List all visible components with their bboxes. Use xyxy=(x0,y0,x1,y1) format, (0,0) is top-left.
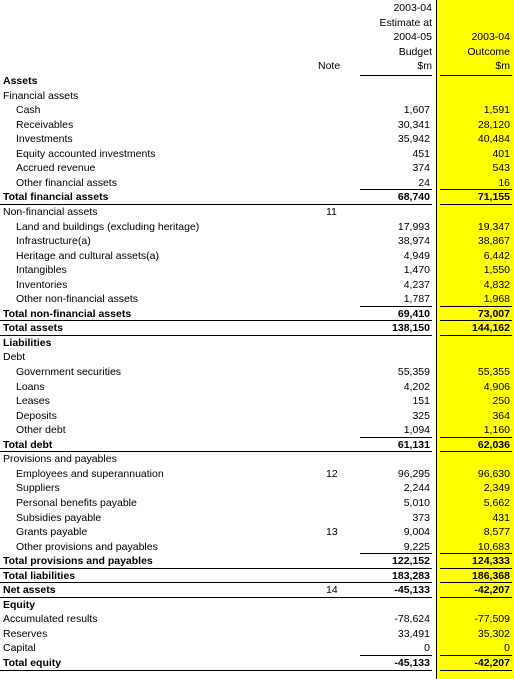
row-label: Total provisions and payables xyxy=(3,555,153,568)
outcome-value: 28,120 xyxy=(477,118,510,131)
row-label: Other financial assets xyxy=(16,176,117,189)
row-label: Land and buildings (excluding heritage) xyxy=(16,220,200,233)
outcome-value: 40,484 xyxy=(477,133,510,146)
outcome-value: -77,509 xyxy=(474,613,510,626)
outcome-value: 144,162 xyxy=(472,322,510,335)
row-label: Suppliers xyxy=(16,482,60,495)
row-label: Assets xyxy=(3,75,38,87)
budget-value: 35,942 xyxy=(397,133,430,146)
row-label: Intangibles xyxy=(16,264,67,277)
row-label: Subsidies payable xyxy=(16,511,102,524)
outcome-value: 0 xyxy=(504,642,510,655)
table-row xyxy=(0,511,514,526)
budget-value: 17,993 xyxy=(397,220,430,233)
outcome-value: 364 xyxy=(492,409,510,422)
budget-value: 33,491 xyxy=(397,627,430,640)
table-row xyxy=(0,423,514,438)
outcome-header-line: 2003-04 xyxy=(471,31,510,43)
row-label: Accumulated results xyxy=(3,613,98,626)
outcome-value: 62,036 xyxy=(477,438,510,451)
budget-value: -78,624 xyxy=(394,613,430,626)
table-row xyxy=(0,350,514,365)
budget-header-line: Budget xyxy=(398,45,432,58)
outcome-value: 2,349 xyxy=(483,482,510,495)
budget-value: 451 xyxy=(412,147,430,160)
table-row xyxy=(0,496,514,511)
budget-header-line: $m xyxy=(417,60,432,72)
table-row xyxy=(0,307,514,322)
outcome-value: 1,550 xyxy=(483,264,510,277)
table-row xyxy=(0,569,514,584)
budget-value: 69,410 xyxy=(397,307,430,320)
outcome-value: -42,207 xyxy=(474,657,510,669)
row-label: Other debt xyxy=(16,424,66,437)
row-note: 11 xyxy=(326,205,337,218)
table-row xyxy=(0,583,514,598)
row-label: Provisions and payables xyxy=(3,453,117,466)
table-row xyxy=(0,656,514,671)
budget-value: 61,131 xyxy=(397,438,430,451)
row-label: Non-financial assets xyxy=(3,205,98,218)
value-rule xyxy=(360,670,432,671)
row-label: Deposits xyxy=(16,409,57,422)
table-row xyxy=(0,627,514,642)
budget-value: 374 xyxy=(412,162,430,175)
row-note: 13 xyxy=(326,526,338,539)
row-label: Personal benefits payable xyxy=(16,496,137,509)
table-row xyxy=(0,292,514,307)
budget-value: 4,202 xyxy=(403,380,430,393)
row-label: Loans xyxy=(16,380,45,393)
budget-value: 325 xyxy=(412,409,430,422)
row-label: Equity accounted investments xyxy=(16,147,156,160)
table-row xyxy=(0,336,514,351)
outcome-value: 4,906 xyxy=(483,380,510,393)
budget-value: 183,283 xyxy=(392,569,430,582)
row-label: Total debt xyxy=(3,438,53,451)
note-header: Note xyxy=(318,60,341,72)
outcome-value: 1,160 xyxy=(483,424,510,437)
budget-value: 4,237 xyxy=(403,278,430,291)
row-label: Accrued revenue xyxy=(16,162,96,175)
outcome-value: 96,630 xyxy=(477,467,510,480)
budget-value: 9,225 xyxy=(403,540,430,553)
table-row xyxy=(0,103,514,118)
budget-value: -45,133 xyxy=(394,584,430,597)
row-label: Total non-financial assets xyxy=(3,307,132,320)
budget-value: 373 xyxy=(412,511,430,524)
table-row xyxy=(0,118,514,133)
table-row xyxy=(0,161,514,176)
total-rule xyxy=(0,670,360,671)
budget-value: 30,341 xyxy=(397,118,430,131)
outcome-value: 4,832 xyxy=(483,278,510,291)
budget-value: 1,787 xyxy=(403,293,430,306)
table-row xyxy=(0,365,514,380)
table-row xyxy=(0,190,514,205)
table-row xyxy=(0,467,514,482)
outcome-value: 35,302 xyxy=(477,627,510,640)
row-label: Financial assets xyxy=(3,89,79,102)
table-row xyxy=(0,176,514,191)
budget-value: 122,152 xyxy=(392,555,430,568)
outcome-value: 16 xyxy=(498,176,510,189)
table-row xyxy=(0,220,514,235)
table-row xyxy=(0,147,514,162)
row-label: Employees and superannuation xyxy=(16,467,164,480)
row-label: Investments xyxy=(16,133,73,146)
row-label: Heritage and cultural assets(a) xyxy=(16,249,159,262)
outcome-value: -42,207 xyxy=(474,584,510,597)
table-row xyxy=(0,234,514,249)
row-label: Other provisions and payables xyxy=(16,540,158,553)
budget-header-line: 2004-05 xyxy=(393,31,432,43)
table-row xyxy=(0,641,514,656)
budget-value: 1,607 xyxy=(403,104,430,117)
row-label: Inventories xyxy=(16,278,68,291)
row-note: 12 xyxy=(326,467,338,480)
budget-header-line: 2003-04 xyxy=(393,2,432,14)
outcome-header-line: Outcome xyxy=(467,45,510,58)
outcome-value: 543 xyxy=(492,162,510,175)
outcome-value: 431 xyxy=(492,511,510,524)
outcome-value: 8,577 xyxy=(483,526,510,539)
outcome-value: 5,662 xyxy=(483,496,510,509)
budget-value: 151 xyxy=(412,395,430,408)
table-row xyxy=(0,612,514,627)
row-note: 14 xyxy=(326,584,338,597)
budget-header-line: Estimate at xyxy=(379,16,432,29)
row-label: Total equity xyxy=(3,657,62,669)
outcome-header-line: $m xyxy=(495,60,510,72)
budget-value: -45,133 xyxy=(394,657,430,669)
outcome-value: 124,333 xyxy=(472,555,510,568)
table-row xyxy=(0,409,514,424)
budget-value: 55,359 xyxy=(397,366,430,378)
outcome-value: 6,442 xyxy=(483,249,510,262)
outcome-value: 186,368 xyxy=(472,569,510,582)
row-label: Capital xyxy=(3,642,36,655)
table-row xyxy=(0,249,514,264)
outcome-value: 401 xyxy=(492,147,510,160)
budget-value: 5,010 xyxy=(403,496,430,509)
outcome-value: 73,007 xyxy=(477,307,510,320)
table-row xyxy=(0,452,514,467)
outcome-value: 1,591 xyxy=(483,104,510,117)
row-label: Reserves xyxy=(3,627,48,640)
table-row xyxy=(0,598,514,613)
row-label: Infrastructure(a) xyxy=(16,235,91,248)
outcome-value: 55,355 xyxy=(477,366,510,378)
budget-value: 1,094 xyxy=(403,424,430,437)
budget-value: 4,949 xyxy=(403,249,430,262)
table-row xyxy=(0,481,514,496)
outcome-value: 1,968 xyxy=(483,293,510,306)
table-row xyxy=(0,394,514,409)
budget-value: 1,470 xyxy=(403,264,430,277)
row-label: Leases xyxy=(16,395,50,408)
table-row xyxy=(0,74,514,89)
row-label: Total assets xyxy=(3,322,63,335)
row-label: Grants payable xyxy=(16,526,88,539)
budget-value: 24 xyxy=(418,176,430,189)
row-label: Total financial assets xyxy=(3,191,109,204)
table-row xyxy=(0,205,514,220)
outcome-value: 71,155 xyxy=(477,191,510,204)
row-label: Other non-financial assets xyxy=(16,293,138,306)
outcome-value: 38,867 xyxy=(477,235,510,248)
row-label: Cash xyxy=(16,104,41,117)
budget-value: 9,004 xyxy=(403,526,430,539)
row-label: Net assets xyxy=(3,584,56,597)
table-row xyxy=(0,438,514,453)
budget-value: 138,150 xyxy=(392,322,430,335)
row-label: Debt xyxy=(3,351,26,364)
row-label: Government securities xyxy=(16,366,122,378)
budget-value: 0 xyxy=(424,642,430,655)
budget-value: 68,740 xyxy=(397,191,430,204)
budget-value: 96,295 xyxy=(397,467,430,480)
table-row xyxy=(0,321,514,336)
budget-value: 38,974 xyxy=(397,235,430,248)
row-label: Equity xyxy=(3,598,36,611)
budget-value: 2,244 xyxy=(403,482,430,495)
table-row xyxy=(0,554,514,569)
row-label: Liabilities xyxy=(3,336,52,349)
value-rule xyxy=(440,670,512,671)
table-row xyxy=(0,263,514,278)
table-row xyxy=(0,89,514,104)
outcome-value: 19,347 xyxy=(477,220,510,233)
table-row xyxy=(0,380,514,395)
outcome-value: 10,683 xyxy=(477,540,510,553)
table-row xyxy=(0,525,514,540)
table-row xyxy=(0,132,514,147)
table-row xyxy=(0,278,514,293)
row-label: Receivables xyxy=(16,118,74,131)
table-row xyxy=(0,540,514,555)
row-label: Total liabilities xyxy=(3,569,76,582)
outcome-value: 250 xyxy=(492,395,510,408)
